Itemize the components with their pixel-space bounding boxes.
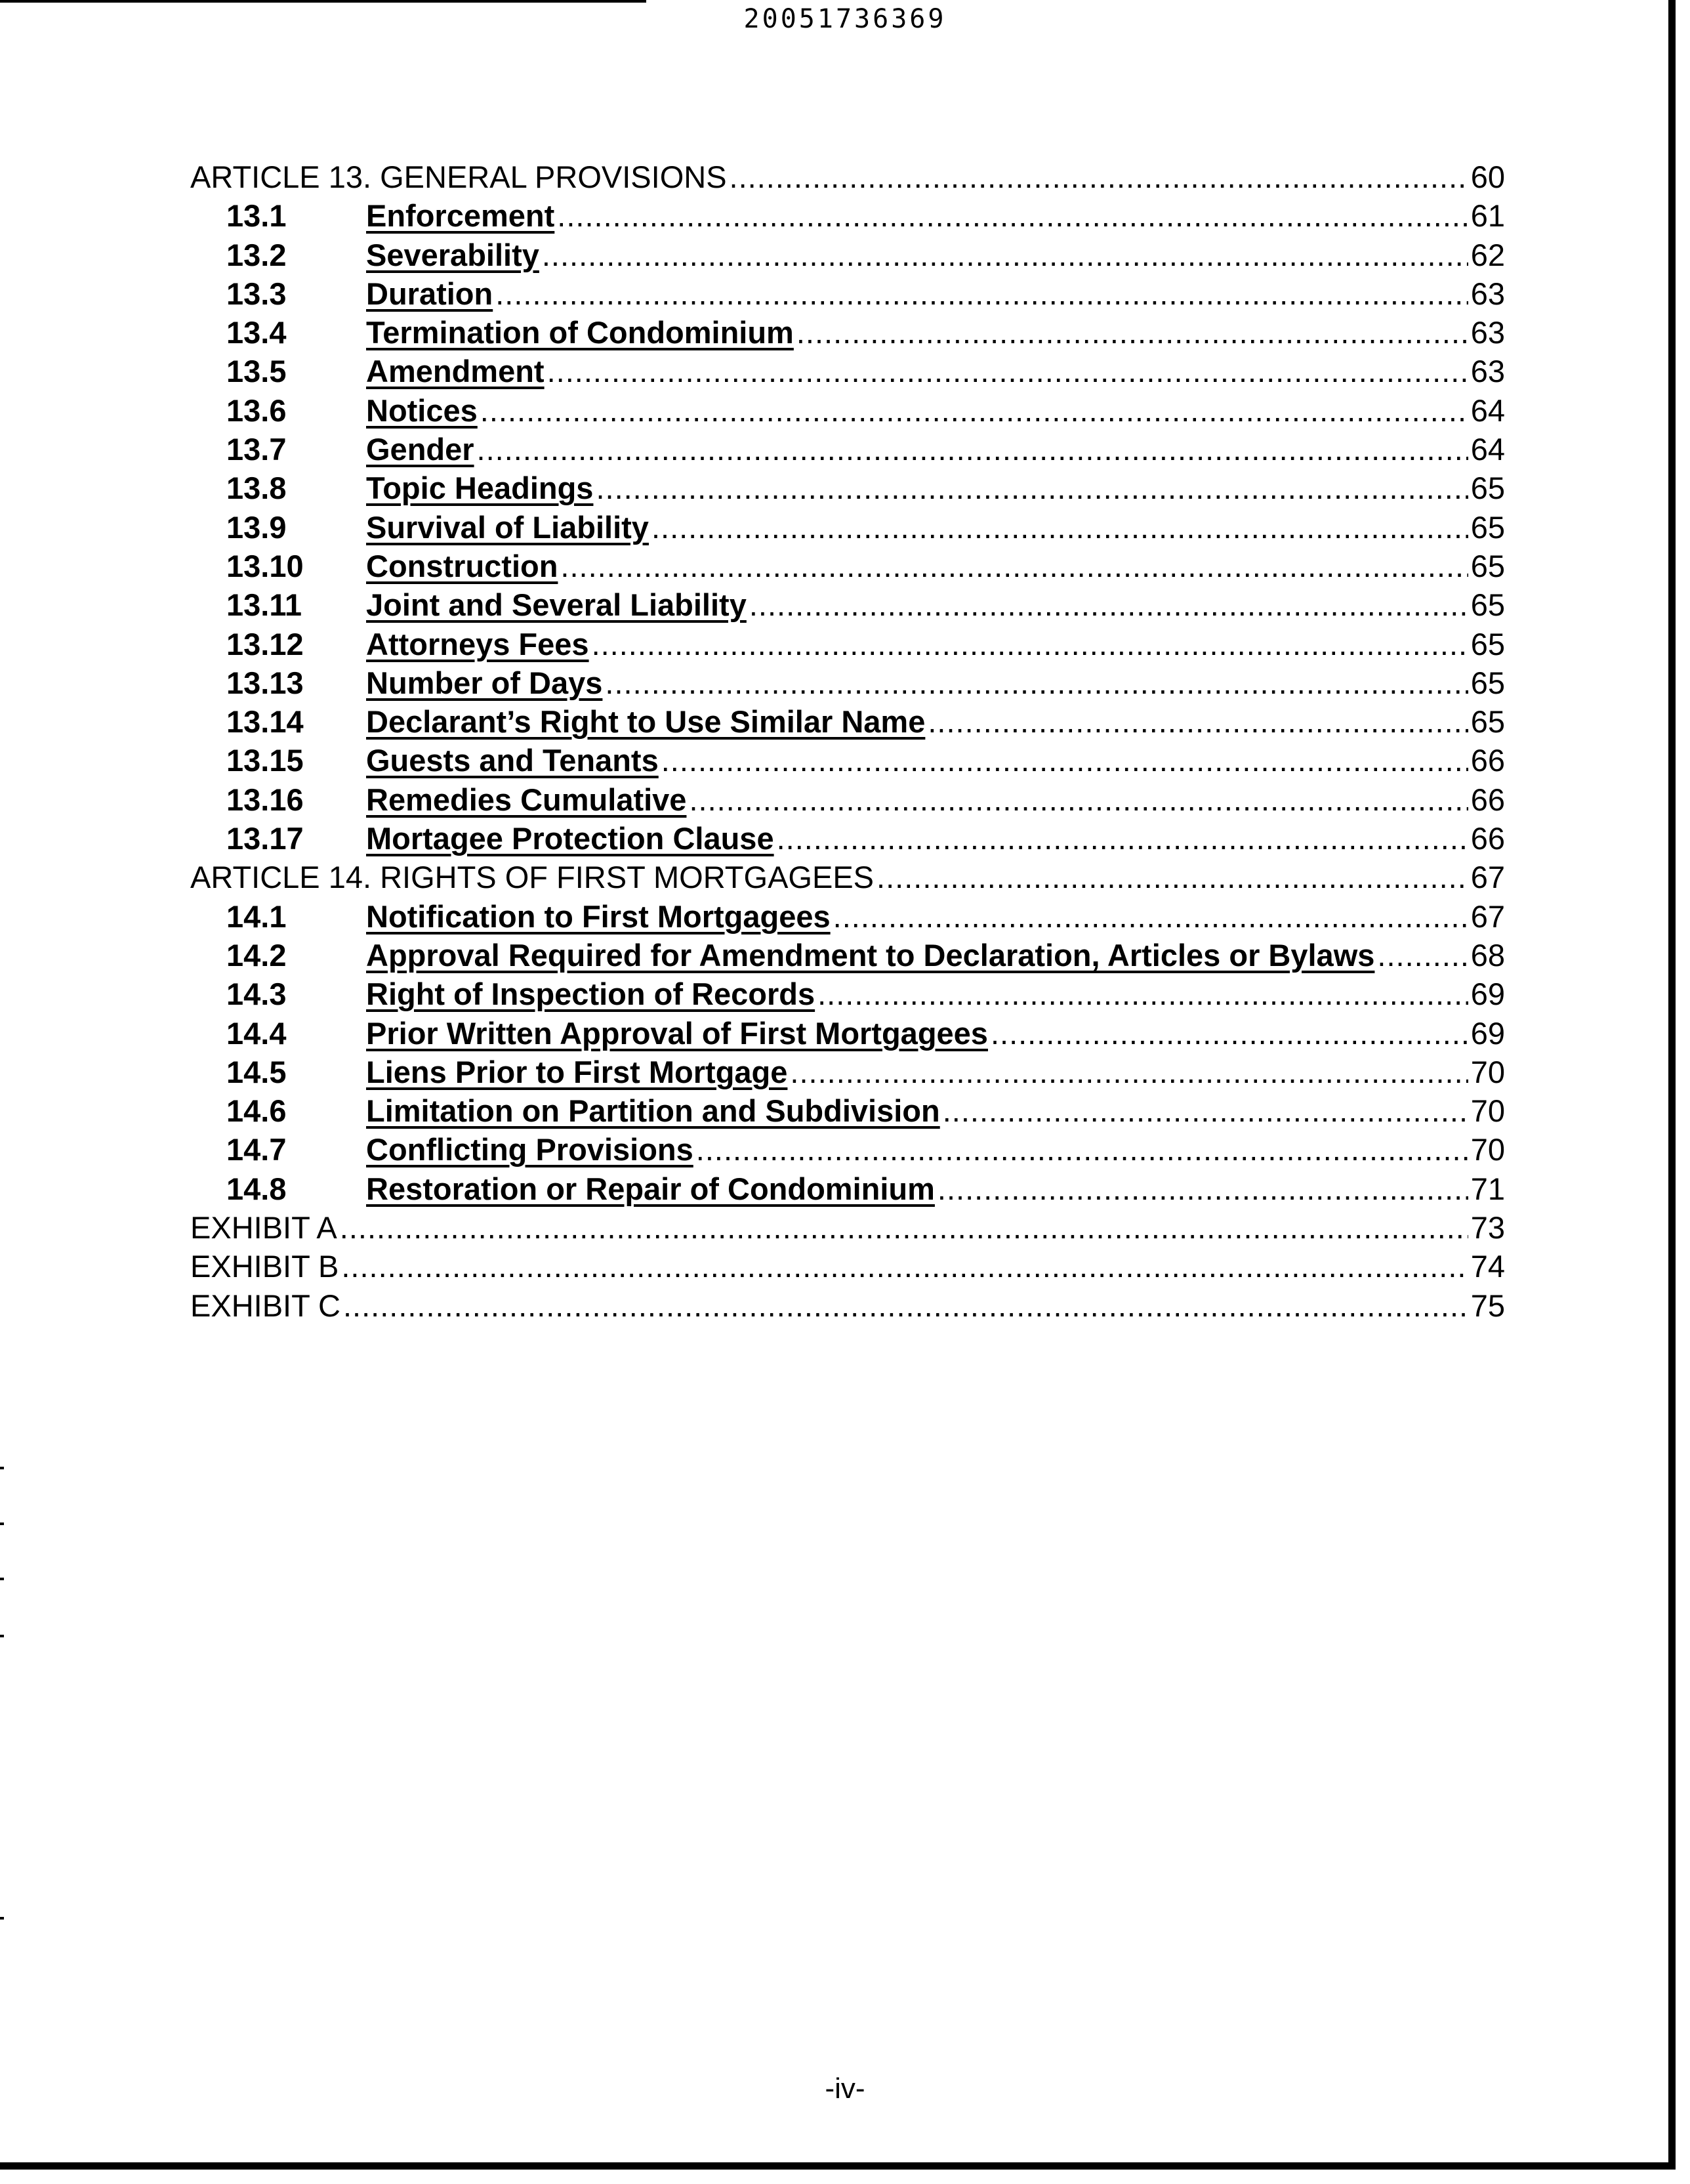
dot-leader: [592, 625, 1468, 663]
section-title: Liens Prior to First Mortgage: [366, 1054, 788, 1089]
page-number: 69: [1470, 1015, 1505, 1051]
dot-leader: [689, 780, 1468, 819]
toc-entry: [190, 508, 1505, 547]
toc-entry: [190, 391, 1505, 430]
section-title: Remedies Cumulative: [366, 782, 687, 817]
section-number: 13.4: [226, 315, 287, 350]
dot-leader: [730, 158, 1468, 196]
scan-edge-mark: [0, 1578, 4, 1580]
article-title: ARTICLE 14. RIGHTS OF FIRST MORTGAGEES: [190, 860, 875, 895]
page-number: 70: [1470, 1132, 1505, 1167]
section-number: 14.8: [226, 1171, 287, 1206]
page-number: 65: [1470, 665, 1505, 700]
page-number: 65: [1470, 587, 1505, 623]
section-title: Joint and Several Liability: [366, 587, 747, 623]
page-number: 66: [1470, 782, 1505, 817]
toc-entry: [190, 196, 1505, 235]
toc-entry: [190, 1208, 1505, 1247]
dot-leader: [651, 508, 1468, 547]
section-number: 13.16: [226, 782, 304, 817]
dot-leader: [557, 196, 1468, 235]
section-number: 14.7: [226, 1132, 287, 1167]
section-title: Severability: [366, 237, 539, 272]
page-number: 74: [1470, 1249, 1505, 1284]
toc-entry: [190, 1169, 1505, 1208]
toc-entry: [190, 430, 1505, 469]
section-number: 14.5: [226, 1054, 287, 1089]
scan-border-right: [1668, 0, 1676, 2170]
document-number: 20051736369: [743, 4, 947, 34]
page-number: 70: [1470, 1054, 1505, 1089]
toc-entry: [190, 780, 1505, 819]
scan-edge-mark: [0, 1917, 4, 1920]
toc-entry: [190, 702, 1505, 741]
section-title: Guests and Tenants: [366, 743, 659, 778]
page-number-footer: -iv-: [825, 2072, 865, 2105]
page-number: 64: [1470, 392, 1505, 428]
section-number: 13.9: [226, 509, 287, 545]
section-number: 13.2: [226, 237, 287, 272]
toc-entry: [190, 1053, 1505, 1091]
toc-entry: [190, 1091, 1505, 1130]
toc-entry: [190, 547, 1505, 585]
toc-entry: [190, 585, 1505, 624]
dot-leader: [817, 975, 1468, 1013]
page-number: 65: [1470, 509, 1505, 545]
toc-entry: [190, 625, 1505, 663]
section-title: Duration: [366, 276, 493, 311]
dot-leader: [938, 1169, 1468, 1208]
exhibit-title: EXHIBIT A: [190, 1210, 337, 1246]
toc-entry: [190, 975, 1505, 1013]
dot-leader: [796, 313, 1468, 352]
section-title: Notification to First Mortgagees: [366, 898, 831, 934]
section-number: 14.4: [226, 1015, 287, 1051]
page-number: 68: [1470, 937, 1505, 973]
exhibit-title: EXHIBIT B: [190, 1249, 339, 1284]
page-number: 62: [1470, 237, 1505, 272]
toc-entry: [190, 936, 1505, 975]
dot-leader: [495, 274, 1468, 313]
dot-leader: [560, 547, 1468, 585]
toc-entry: [190, 897, 1505, 936]
section-title: Attorneys Fees: [366, 626, 589, 662]
dot-leader: [477, 430, 1468, 469]
section-number: 13.6: [226, 392, 287, 428]
page-number: 66: [1470, 743, 1505, 778]
toc-entry: [190, 1014, 1505, 1053]
page-number: 66: [1470, 821, 1505, 856]
dot-leader: [749, 585, 1468, 624]
section-number: 13.12: [226, 626, 304, 662]
dot-leader: [542, 236, 1468, 274]
section-title: Construction: [366, 548, 558, 583]
section-title: Limitation on Partition and Subdivision: [366, 1093, 940, 1129]
section-title: Survival of Liability: [366, 509, 649, 545]
section-title: Notices: [366, 392, 478, 428]
section-number: 13.17: [226, 821, 304, 856]
dot-leader: [833, 897, 1468, 936]
page-number: 64: [1470, 432, 1505, 467]
section-number: 14.1: [226, 898, 287, 934]
scan-edge-mark: [0, 1522, 4, 1525]
page-number: 61: [1470, 198, 1505, 234]
toc-entry: [190, 236, 1505, 274]
dot-leader: [596, 469, 1468, 507]
section-title: Mortagee Protection Clause: [366, 821, 774, 856]
section-number: 13.3: [226, 276, 287, 311]
section-title: Declarant’s Right to Use Similar Name: [366, 704, 926, 740]
section-number: 14.6: [226, 1093, 287, 1129]
page-number: 65: [1470, 704, 1505, 740]
section-title: Right of Inspection of Records: [366, 976, 815, 1012]
section-title: Gender: [366, 432, 474, 467]
toc-entry: [190, 1247, 1505, 1286]
page-number: 63: [1470, 276, 1505, 311]
section-number: 13.10: [226, 548, 304, 583]
section-number: 13.13: [226, 665, 304, 700]
section-number: 13.7: [226, 432, 287, 467]
page-number: 63: [1470, 315, 1505, 350]
dot-leader: [480, 391, 1468, 430]
dot-leader: [928, 702, 1468, 741]
page-number: 70: [1470, 1093, 1505, 1129]
dot-leader: [1377, 936, 1468, 975]
section-number: 13.14: [226, 704, 304, 740]
table-of-contents: [190, 158, 1505, 1325]
section-number: 13.1: [226, 198, 287, 234]
section-title: Restoration or Repair of Condominium: [366, 1171, 935, 1206]
page-number: 67: [1470, 860, 1505, 895]
section-number: 13.8: [226, 471, 287, 506]
scan-border-bottom: [0, 2162, 1676, 2170]
dot-leader: [343, 1286, 1468, 1325]
section-title: Amendment: [366, 354, 545, 389]
section-number: 13.15: [226, 743, 304, 778]
article-title: ARTICLE 13. GENERAL PROVISIONS: [190, 159, 727, 194]
dot-leader: [777, 819, 1468, 858]
dot-leader: [340, 1208, 1468, 1247]
page-number: 73: [1470, 1210, 1505, 1246]
toc-entry: [190, 858, 1505, 896]
toc-entry: [190, 274, 1505, 313]
section-title: Prior Written Approval of First Mortgagees: [366, 1015, 988, 1051]
section-title: Number of Days: [366, 665, 603, 700]
toc-entry: [190, 352, 1505, 390]
dot-leader: [790, 1053, 1468, 1091]
toc-entry: [190, 741, 1505, 780]
exhibit-title: EXHIBIT C: [190, 1288, 340, 1323]
section-number: 14.3: [226, 976, 287, 1012]
page-number: 63: [1470, 354, 1505, 389]
toc-entry: [190, 819, 1505, 858]
page-number: 65: [1470, 626, 1505, 662]
section-title: Topic Headings: [366, 471, 594, 506]
scan-edge-mark: [0, 1467, 4, 1469]
toc-entry: [190, 158, 1505, 196]
page-number: 67: [1470, 898, 1505, 934]
section-number: 13.5: [226, 354, 287, 389]
toc-entry: [190, 663, 1505, 702]
dot-leader: [661, 741, 1468, 780]
dot-leader: [547, 352, 1468, 390]
section-title: Approval Required for Amendment to Declaration, Articles or Bylaws: [366, 937, 1375, 973]
toc-entry: [190, 1130, 1505, 1169]
dot-leader: [943, 1091, 1468, 1130]
page-number: 69: [1470, 976, 1505, 1012]
scan-edge-mark: [0, 1635, 4, 1637]
toc-entry: [190, 1286, 1505, 1325]
section-number: 13.11: [226, 587, 302, 623]
toc-entry: [190, 313, 1505, 352]
section-title: Termination of Condominium: [366, 315, 794, 350]
section-title: Enforcement: [366, 198, 555, 234]
dot-leader: [341, 1247, 1468, 1286]
page-number: 75: [1470, 1288, 1505, 1323]
toc-entry: [190, 469, 1505, 507]
page-number: 71: [1470, 1171, 1505, 1206]
dot-leader: [991, 1014, 1468, 1053]
page-number: 60: [1470, 159, 1505, 194]
dot-leader: [605, 663, 1468, 702]
page-number: 65: [1470, 471, 1505, 506]
section-number: 14.2: [226, 937, 287, 973]
section-title: Conflicting Provisions: [366, 1132, 693, 1167]
dot-leader: [696, 1130, 1468, 1169]
dot-leader: [876, 858, 1468, 896]
page-number: 65: [1470, 548, 1505, 583]
